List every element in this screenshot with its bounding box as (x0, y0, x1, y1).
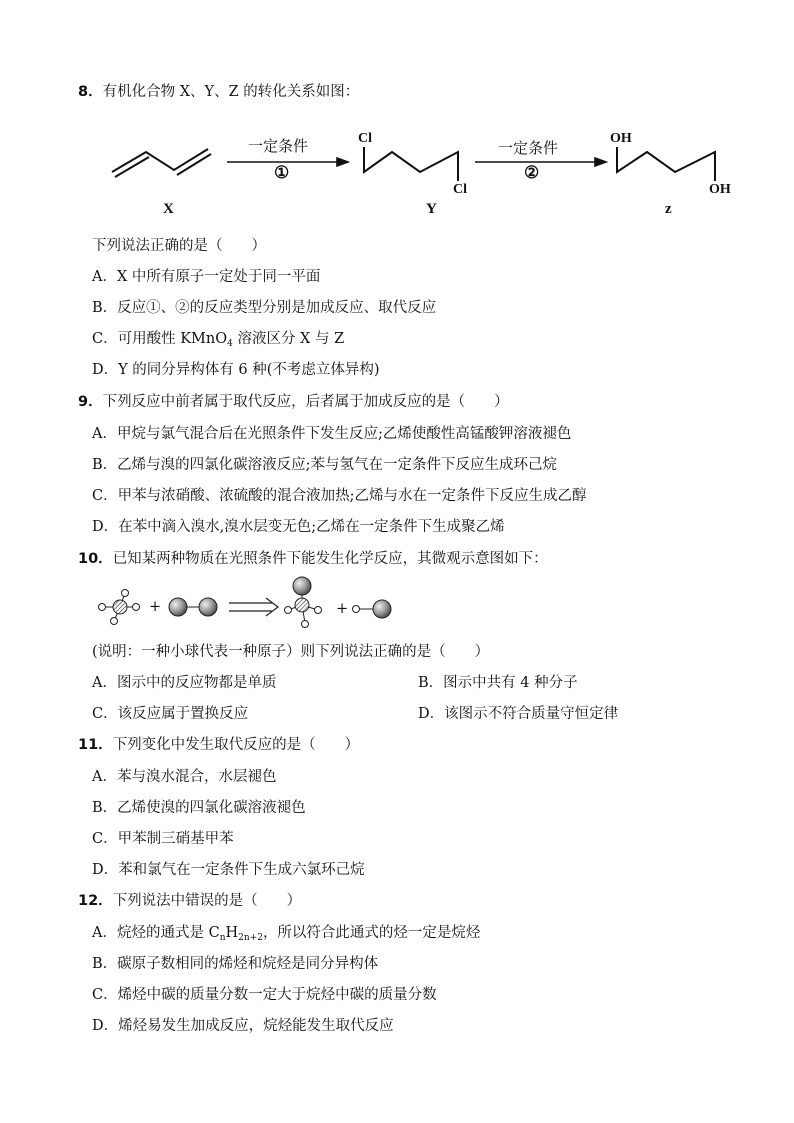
reaction-arrow-2 (475, 158, 606, 166)
Y-chlorine-bottom: Cl (453, 182, 467, 197)
reactant-molecule-1 (99, 590, 140, 625)
q9-option-b: B．乙烯与溴的四氯化碳溶液反应;苯与氢气在一定条件下反应生成环己烷 (92, 457, 558, 473)
q8-question: 下列说法正确的是（ ） (92, 238, 266, 254)
q12-option-c: C．烯烃中碳的质量分数一定大于烷烃中碳的质量分数 (92, 987, 437, 1003)
q10-stem (78, 549, 548, 569)
q12-option-a-h: H (225, 925, 239, 941)
q10-option-b: B．图示中共有 4 种分子 (418, 675, 578, 691)
q12-text: 下列说法中错误的是（ ） (112, 893, 302, 909)
q9-stem (78, 392, 509, 412)
molecule-diagram (92, 576, 402, 634)
q9-number: 9． (78, 394, 103, 410)
q10-number: 10． (78, 551, 113, 567)
q8-option-c-pre: C．可用酸性 KMnO (92, 331, 228, 347)
q9-option-d: D．在苯中滴入溴水,溴水层变无色;乙烯在一定条件下生成聚乙烯 (92, 519, 505, 535)
q11-stem (78, 735, 359, 755)
q10-text: 已知某两种物质在光照条件下能发生化学反应，其微观示意图如下： (112, 551, 548, 567)
step-label-2: ② (524, 163, 540, 183)
label-Y: Y (426, 201, 437, 217)
Y-chlorine-top: Cl (358, 131, 372, 146)
q10-note: (说明：一种小球代表一种原子）则下列说法正确的是（ ） (92, 644, 490, 660)
label-X: X (163, 201, 174, 217)
q11-option-d: D．苯和氯气在一定条件下生成六氯环己烷 (92, 862, 365, 878)
q8-option-d: D．Y 的同分异构体有 6 种(不考虑立体异构) (92, 362, 380, 378)
q12-number: 12． (78, 893, 113, 909)
q8-number: 8． (78, 84, 103, 100)
q8-option-c (92, 329, 344, 354)
q12-option-a-pre: A．烷烃的通式是 C (92, 925, 220, 941)
q10-option-a: A．图示中的反应物都是单质 (92, 675, 277, 691)
q9-option-a: A．甲烷与氯气混合后在光照条件下发生反应;乙烯使酸性高锰酸钾溶液褪色 (92, 426, 572, 442)
reaction-double-arrow (229, 598, 278, 616)
q12-option-a (92, 923, 480, 948)
q12-option-a-post: ，所以符合此通式的烃一定是烷烃 (262, 925, 481, 941)
q8-stem (78, 82, 359, 102)
q11-number: 11． (78, 737, 113, 753)
plus-sign-1: + (149, 599, 162, 615)
q10-option-d: D．该图示不符合质量守恒定律 (418, 706, 619, 722)
q12-option-a-sub: 2n+2 (238, 933, 263, 943)
reaction-scheme-diagram (100, 125, 740, 195)
q12-stem (78, 891, 301, 911)
condition-label-1: 一定条件 (248, 137, 309, 155)
q10-option-c: C．该反应属于置换反应 (92, 706, 249, 722)
butadiene-structure (112, 149, 211, 177)
q11-option-a: A．苯与溴水混合，水层褪色 (92, 769, 277, 785)
reactant-molecule-2 (169, 598, 217, 616)
butanediol-structure (617, 147, 715, 181)
q9-text: 下列反应中前者属于取代反应，后者属于加成反应的是（ ） (102, 394, 509, 410)
q11-option-c: C．甲苯制三硝基甲苯 (92, 831, 234, 847)
Z-hydroxyl-top: OH (610, 131, 632, 146)
q12-option-a-n: n (219, 933, 226, 943)
q12-option-d: D．烯烃易发生加成反应，烷烃能发生取代反应 (92, 1018, 394, 1034)
label-Z: z (665, 201, 672, 217)
q8-option-c-sub: 4 (227, 339, 233, 349)
q8-option-a: A．X 中所有原子一定处于同一平面 (92, 269, 321, 285)
dichlorobutane-structure (364, 147, 458, 181)
plus-sign-2: + (336, 601, 349, 617)
Z-hydroxyl-bottom: OH (709, 182, 731, 197)
q8-option-b: B．反应①、②的反应类型分别是加成反应、取代反应 (92, 300, 437, 316)
q9-option-c: C．甲苯与浓硝酸、浓硫酸的混合液加热;乙烯与水在一定条件下反应生成乙醇 (92, 488, 587, 504)
q11-text: 下列变化中发生取代反应的是（ ） (112, 737, 360, 753)
condition-label-2: 一定条件 (498, 139, 559, 157)
product-molecule-1 (285, 577, 322, 628)
q11-option-b: B．乙烯使溴的四氯化碳溶液褪色 (92, 800, 306, 816)
q8-option-c-post: 溶液区分 X 与 Z (232, 331, 345, 347)
product-molecule-2 (353, 600, 392, 618)
q12-option-b: B．碳原子数相同的烯烃和烷烃是同分异构体 (92, 956, 379, 972)
q8-text: 有机化合物 X、Y、Z 的转化关系如图： (102, 84, 360, 100)
step-label-1: ① (274, 163, 290, 183)
